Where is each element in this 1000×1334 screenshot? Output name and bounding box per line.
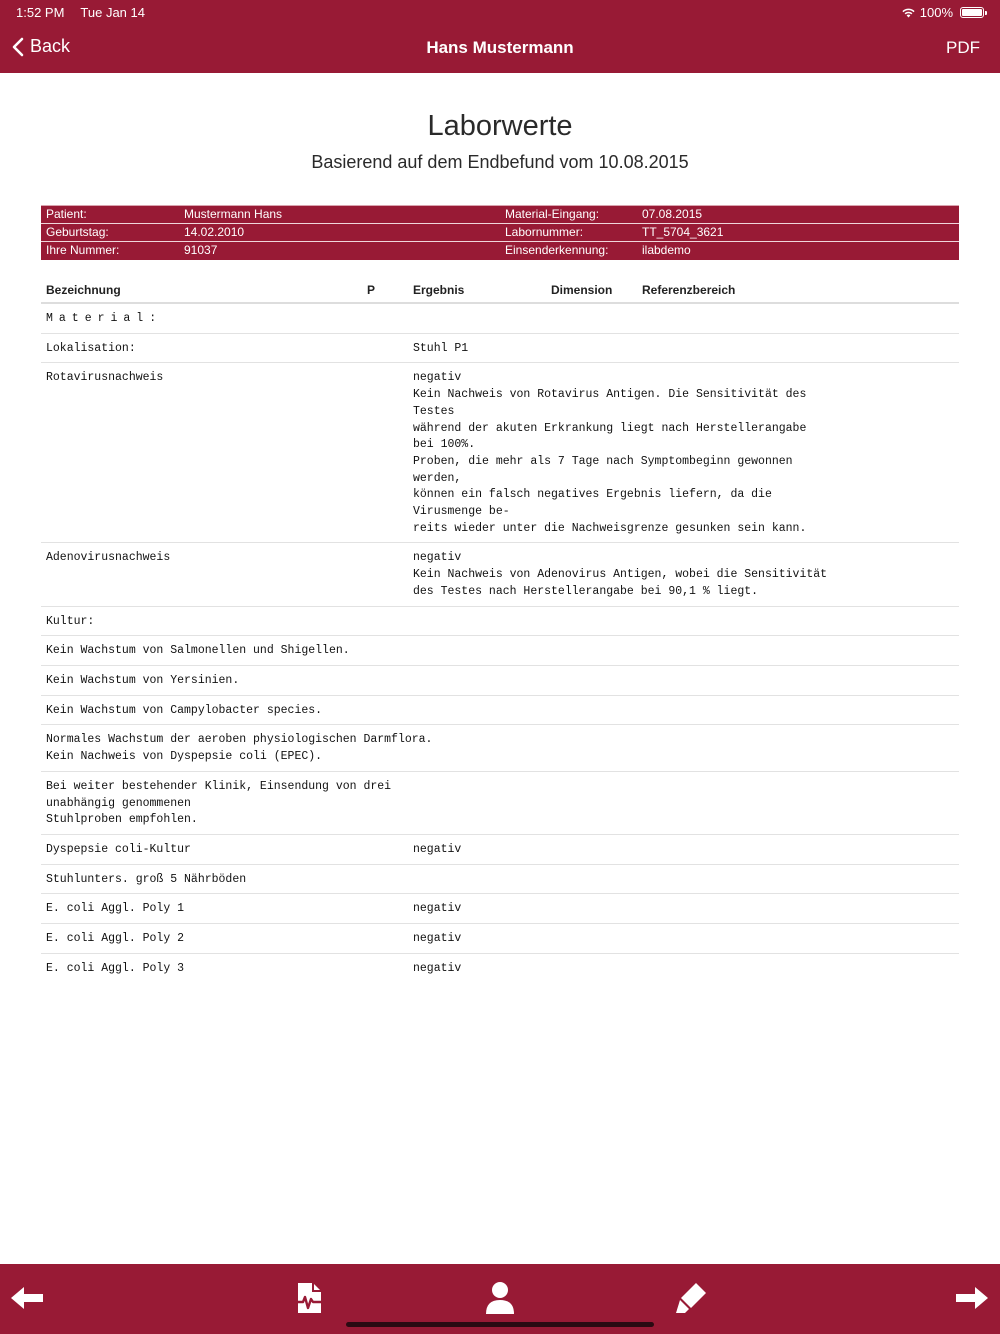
info-row	[41, 206, 959, 224]
info-label: Material-Eingang:	[505, 207, 600, 221]
row-result: negativ	[413, 842, 462, 856]
pdf-button[interactable]: PDF	[946, 38, 980, 57]
table-header	[41, 281, 959, 304]
row-name: Material:	[46, 312, 163, 325]
table-row	[41, 865, 959, 895]
table-row	[41, 954, 959, 983]
info-row	[41, 242, 959, 260]
page-subtitle: Basierend auf dem Endbefund vom 10.08.2015	[311, 152, 689, 172]
wifi-icon	[901, 7, 916, 18]
column-header-bezeichnung: Bezeichnung	[46, 283, 121, 297]
row-name: Kein Wachstum von Campylobacter species.	[46, 703, 323, 717]
navigation-bar	[0, 0, 1000, 73]
info-label: Patient:	[46, 207, 87, 221]
row-result: negativ Kein Nachweis von Rotavirus Antigen. Die Sensitivität des Testes während der akuten Erkrankung liegt nach Herstellerangabe bei 100%. Proben, die mehr als 7 Tage nach Symptombeginn gewonnen werden, können ein falsch negatives Ergebnis liefern, da die Virusmenge be- reits wieder unter die Nachweisgrenze gesunken sein kann.	[413, 371, 807, 535]
patient-button[interactable]	[480, 1278, 520, 1318]
previous-button[interactable]	[7, 1278, 47, 1318]
table-row	[41, 607, 959, 637]
info-value: 14.02.2010	[184, 225, 245, 239]
table-row	[41, 835, 959, 865]
row-name: Lokalisation:	[46, 341, 136, 355]
highlight-button[interactable]	[671, 1278, 711, 1318]
table-row	[41, 666, 959, 696]
row-result: negativ Kein Nachweis von Adenovirus Antigen, wobei die Sensitivität des Testes nach Herstellerangabe bei 90,1 % liegt.	[413, 551, 828, 598]
row-name: Adenovirusnachweis	[46, 551, 171, 565]
column-header-referenzbereich: Referenzbereich	[642, 283, 736, 297]
arrow-left-icon	[9, 1285, 45, 1311]
row-result: negativ	[413, 961, 462, 975]
row-name: Dyspepsie coli-Kultur	[46, 842, 191, 856]
row-name: Kein Wachstum von Salmonellen und Shigellen.	[46, 644, 350, 658]
column-header-ergebnis: Ergebnis	[413, 283, 465, 297]
table-row	[41, 696, 959, 726]
lab-report-icon	[295, 1281, 323, 1315]
status-date: Tue Jan 14	[80, 5, 145, 20]
next-button[interactable]	[952, 1278, 992, 1318]
lab-report-button[interactable]	[289, 1278, 329, 1318]
battery-icon	[960, 7, 984, 18]
battery-percent: 100%	[919, 5, 953, 20]
person-icon	[485, 1281, 515, 1315]
info-label: Ihre Nummer:	[46, 243, 120, 257]
table-row	[41, 924, 959, 954]
row-name: Kultur:	[46, 614, 95, 628]
highlighter-icon	[674, 1281, 708, 1315]
table-row	[41, 894, 959, 924]
table-row	[41, 636, 959, 666]
arrow-right-icon	[954, 1285, 990, 1311]
info-value: 07.08.2015	[642, 207, 703, 221]
column-header-p: P	[367, 283, 376, 297]
info-value: ilabdemo	[642, 243, 691, 257]
info-label: Geburtstag:	[46, 225, 109, 239]
row-result: negativ	[413, 902, 462, 916]
info-label: Einsenderkennung:	[505, 243, 609, 257]
table-row	[41, 363, 959, 543]
back-label: Back	[30, 36, 71, 56]
info-row	[41, 224, 959, 242]
nav-title: Hans Mustermann	[426, 38, 574, 57]
table-row	[41, 772, 959, 835]
home-indicator	[346, 1322, 654, 1327]
column-header-dimension: Dimension	[551, 283, 613, 297]
row-name: E. coli Aggl. Poly 3	[46, 961, 185, 975]
row-name: E. coli Aggl. Poly 2	[46, 932, 185, 946]
table-row	[41, 543, 959, 606]
row-name: Rotavirusnachweis	[46, 371, 164, 385]
status-time-date	[16, 5, 145, 20]
table-row	[41, 334, 959, 364]
row-result: negativ	[413, 932, 462, 946]
row-name: E. coli Aggl. Poly 1	[46, 902, 185, 916]
row-name: Stuhlunters. groß 5 Nährböden	[46, 872, 247, 886]
info-value: 91037	[184, 243, 218, 257]
row-name: Normales Wachstum der aeroben physiologischen Darmflora. Kein Nachweis von Dyspepsie coli (EPEC).	[46, 733, 433, 764]
patient-info-box	[41, 205, 959, 260]
row-name: Kein Wachstum von Yersinien.	[46, 673, 240, 687]
results-table	[41, 281, 959, 982]
table-row	[41, 304, 959, 334]
page-title: Laborwerte	[427, 110, 573, 142]
row-name: Bei weiter bestehender Klinik, Einsendung von drei unabhängig genommenen Stuhlproben empfohlen.	[46, 779, 392, 827]
info-value: Mustermann Hans	[184, 207, 283, 221]
info-value: TT_5704_3621	[642, 225, 724, 239]
status-time: 1:52 PM	[16, 5, 65, 20]
table-row	[41, 725, 959, 771]
info-label: Labornummer:	[505, 225, 584, 239]
status-right	[901, 5, 984, 20]
row-result: Stuhl P1	[413, 341, 469, 355]
